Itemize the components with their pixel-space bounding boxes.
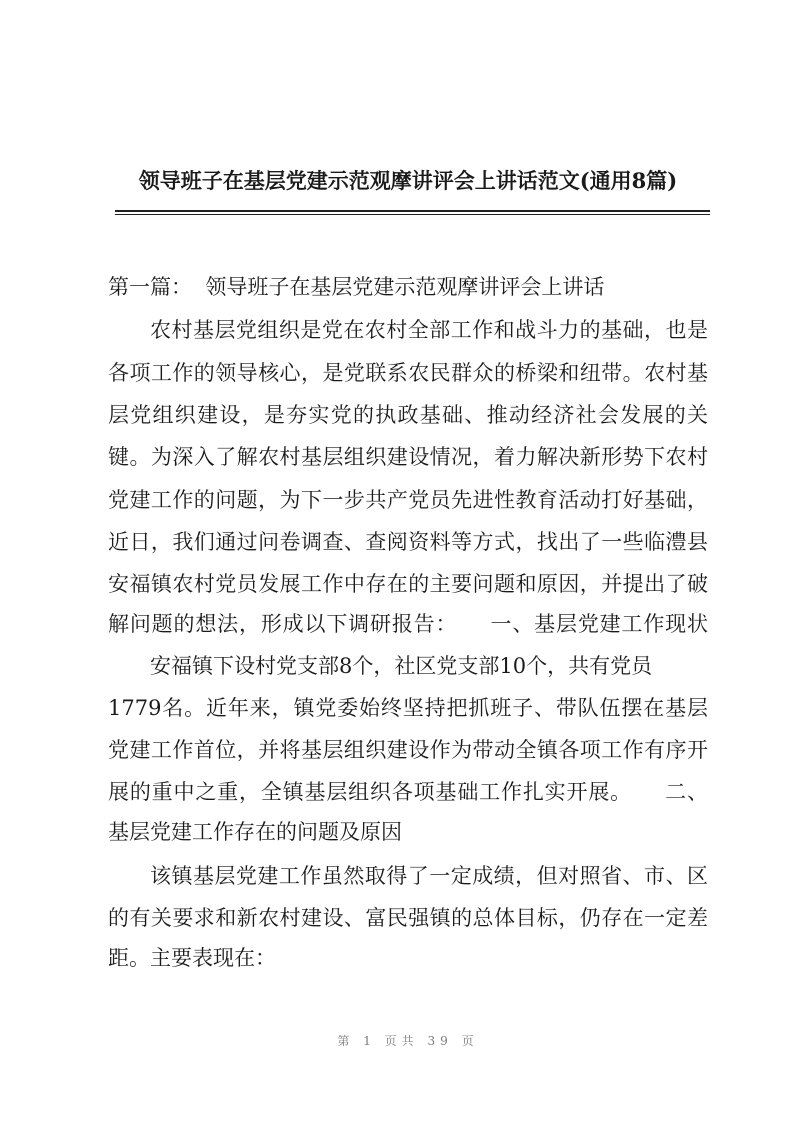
paragraph-line: 距。主要表现在： [108,946,276,970]
paragraph-line: 该镇基层党建工作虽然取得了一定成绩，但对照省、市、区 [150,864,708,888]
paragraph-line: 基层党建工作存在的问题及原因 [108,820,402,844]
paragraph-line: 安福镇农村党员发展工作中存在的主要问题和原因，并提出了破 [108,572,708,596]
page-footer: 第 1 页共 39 页 [337,1034,479,1048]
section-heading: 第一篇： 领导班子在基层党建示范观摩讲评会上讲话 [108,275,605,299]
paragraph-line: 解问题的想法，形成以下调研报告： 一、基层党建工作现状 [108,612,708,636]
document-title: 领导班子在基层党建示范观摩讲评会上讲话范文(通用8篇) [138,168,678,193]
title-rule-thick [115,210,710,212]
paragraph-line: 党建工作的问题，为下一步共产党员先进性教育活动打好基础， [108,488,708,512]
paragraph-line: 层党组织建设，是夯实党的执政基础、推动经济社会发展的关 [108,403,708,427]
paragraph-line: 展的重中之重，全镇基层组织各项基础工作扎实开展。 二、 [108,780,708,804]
paragraph-line: 农村基层党组织是党在农村全部工作和战斗力的基础，也是 [150,318,708,342]
paragraph-line: 键。为深入了解农村基层组织建设情况，着力解决新形势下农村 [108,445,708,469]
paragraph-line: 近日，我们通过问卷调查、查阅资料等方式，找出了一些临澧县 [108,530,708,554]
title-rule-thin [115,214,710,215]
paragraph-line: 1779名。近年来，镇党委始终坚持把抓班子、带队伍摆在基层 [108,696,708,720]
paragraph-line: 的有关要求和新农村建设、富民强镇的总体目标，仍存在一定差 [108,906,708,930]
paragraph-line: 党建工作首位，并将基层组织建设作为带动全镇各项工作有序开 [108,738,708,762]
paragraph-line: 安福镇下设村党支部8个，社区党支部10个，共有党员 [150,654,653,678]
paragraph-line: 各项工作的领导核心，是党联系农民群众的桥梁和纽带。农村基 [108,361,708,385]
